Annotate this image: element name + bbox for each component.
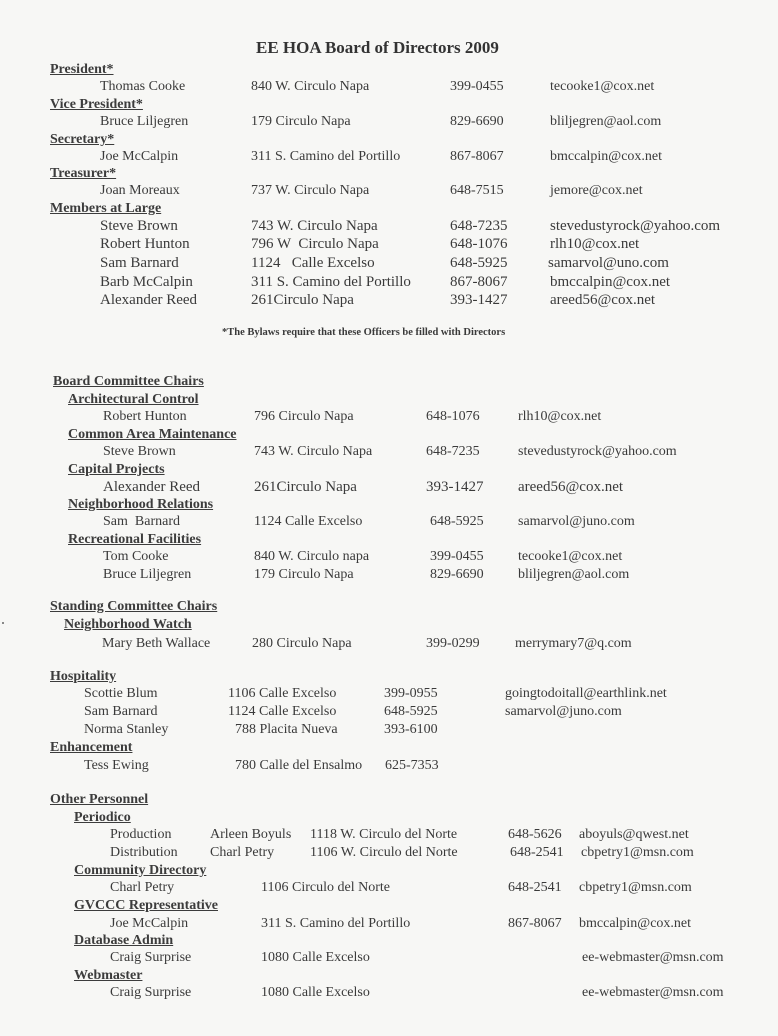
heading-president: President* [50, 62, 114, 77]
heading-treasurer: Treasurer* [50, 166, 117, 181]
person-email: bliljegren@aol.com [518, 567, 630, 582]
person-address: 737 W. Circulo Napa [251, 183, 370, 198]
person-email: aboyuls@qwest.net [579, 827, 689, 842]
person-email: samarvol@juno.com [505, 704, 622, 719]
person-address: 840 W. Circulo Napa [251, 79, 370, 94]
person-phone: 625-7353 [385, 758, 439, 773]
person-address: 1106 Circulo del Norte [261, 880, 390, 895]
person-phone: 648-1076 [450, 236, 508, 252]
person-email: rlh10@cox.net [518, 409, 602, 424]
person-name: Arleen Boyuls [210, 827, 292, 842]
person-phone: 867-8067 [450, 274, 508, 290]
person-name: Craig Surprise [110, 985, 192, 1000]
person-email: merrymary7@q.com [515, 636, 632, 651]
person-address: 780 Calle del Ensalmo [235, 758, 363, 773]
bylaws-footnote: *The Bylaws require that these Officers be filled with Directors [222, 327, 506, 338]
person-address: 796 W Circulo Napa [251, 236, 379, 252]
person-phone: 393-6100 [384, 722, 438, 737]
heading-secretary: Secretary* [50, 132, 115, 147]
person-phone: 867-8067 [450, 149, 504, 164]
person-name: Thomas Cooke [100, 79, 186, 94]
person-address: 1124 Calle Excelso [251, 255, 375, 271]
heading-database-admin: Database Admin [74, 933, 174, 948]
person-phone: 399-0455 [450, 79, 504, 94]
person-phone: 648-5626 [508, 827, 562, 842]
person-address: 311 S. Camino del Portillo [251, 274, 411, 290]
person-email: goingtodoitall@earthlink.net [505, 686, 667, 701]
person-name: Steve Brown [103, 444, 176, 459]
person-phone: 648-7235 [426, 444, 480, 459]
heading-hospitality: Hospitality [50, 669, 117, 684]
person-phone: 648-7515 [450, 183, 504, 198]
person-name: Sam Barnard [103, 514, 180, 529]
heading-webmaster: Webmaster [74, 968, 143, 983]
heading-architectural-control: Architectural Control [68, 392, 199, 407]
person-email: stevedustyrock@yahoo.com [550, 218, 721, 234]
person-phone: 393-1427 [426, 479, 484, 495]
person-email: jemore@cox.net [550, 183, 643, 198]
person-address: 840 W. Circulo napa [254, 549, 370, 564]
person-name: Robert Hunton [100, 236, 190, 252]
person-name: Joe McCalpin [100, 149, 179, 164]
person-email: stevedustyrock@yahoo.com [518, 444, 677, 459]
person-email: tecooke1@cox.net [518, 549, 623, 564]
heading-neighborhood-relations: Neighborhood Relations [68, 497, 214, 512]
person-name: Alexander Reed [100, 292, 198, 308]
person-name: Norma Stanley [84, 722, 169, 737]
heading-gvccc-representative: GVCCC Representative [74, 898, 218, 913]
heading-common-area-maintenance: Common Area Maintenance [68, 427, 237, 442]
person-address: 796 Circulo Napa [254, 409, 354, 424]
person-address: 261Circulo Napa [251, 292, 354, 308]
heading-recreational-facilities: Recreational Facilities [68, 532, 202, 547]
person-email: ee-webmaster@msn.com [582, 950, 724, 965]
person-name: Barb McCalpin [100, 274, 193, 290]
person-role: Distribution [110, 845, 178, 860]
person-address: 743 W. Circulo Napa [254, 444, 373, 459]
person-name: Charl Petry [210, 845, 275, 860]
person-phone: 648-2541 [508, 880, 562, 895]
person-name: Craig Surprise [110, 950, 192, 965]
heading-vice-president: Vice President* [50, 97, 143, 112]
page-title: EE HOA Board of Directors 2009 [256, 38, 499, 57]
person-address: 743 W. Circulo Napa [251, 218, 378, 234]
person-email: cbpetry1@msn.com [579, 880, 692, 895]
person-name: Charl Petry [110, 880, 175, 895]
heading-board-committee-chairs: Board Committee Chairs [53, 374, 204, 389]
person-phone: 829-6690 [450, 114, 504, 129]
person-phone: 399-0299 [426, 636, 480, 651]
person-phone: 399-0955 [384, 686, 438, 701]
person-phone: 648-5925 [384, 704, 438, 719]
person-email: bmccalpin@cox.net [550, 149, 663, 164]
person-phone: 648-7235 [450, 218, 508, 234]
person-name: Scottie Blum [84, 686, 158, 701]
person-email: ee-webmaster@msn.com [582, 985, 724, 1000]
person-address: 1080 Calle Excelso [261, 950, 370, 965]
person-name: Mary Beth Wallace [102, 636, 211, 651]
person-email: samarvol@juno.com [518, 514, 635, 529]
person-name: Bruce Liljegren [100, 114, 189, 129]
person-name: Sam Barnard [100, 255, 179, 271]
person-email: areed56@cox.net [550, 292, 656, 308]
person-address: 179 Circulo Napa [251, 114, 351, 129]
person-email: tecooke1@cox.net [550, 79, 655, 94]
person-name: Joe McCalpin [110, 916, 189, 931]
person-phone: 399-0455 [430, 549, 484, 564]
heading-periodico: Periodico [74, 810, 131, 825]
person-phone: 648-5925 [430, 514, 484, 529]
person-address: 179 Circulo Napa [254, 567, 354, 582]
person-phone: 648-1076 [426, 409, 480, 424]
heading-standing-committee-chairs: Standing Committee Chairs [50, 599, 218, 614]
heading-other-personnel: Other Personnel [50, 792, 149, 807]
person-address: 1106 W. Circulo del Norte [310, 845, 458, 860]
person-address: 788 Placita Nueva [235, 722, 338, 737]
person-address: 261Circulo Napa [254, 479, 357, 495]
person-address: 1106 Calle Excelso [228, 686, 337, 701]
heading-neighborhood-watch: Neighborhood Watch [64, 617, 192, 632]
person-email: bmccalpin@cox.net [550, 274, 671, 290]
person-name: Joan Moreaux [100, 183, 180, 198]
person-name: Tom Cooke [103, 549, 169, 564]
person-phone: 867-8067 [508, 916, 562, 931]
person-name: Bruce Liljegren [103, 567, 192, 582]
heading-members-at-large: Members at Large [50, 201, 162, 216]
person-address: 1080 Calle Excelso [261, 985, 370, 1000]
person-name: Alexander Reed [103, 479, 201, 495]
person-email: bmccalpin@cox.net [579, 916, 692, 931]
person-name: Steve Brown [100, 218, 178, 234]
person-email: bliljegren@aol.com [550, 114, 662, 129]
person-email: rlh10@cox.net [550, 236, 640, 252]
person-address: 1124 Calle Excelso [254, 514, 363, 529]
person-address: 1118 W. Circulo del Norte [310, 827, 458, 842]
person-phone: 393-1427 [450, 292, 508, 308]
person-name: Sam Barnard [84, 704, 158, 719]
heading-enhancement: Enhancement [50, 740, 133, 755]
heading-community-directory: Community Directory [74, 863, 207, 878]
person-email: areed56@cox.net [518, 479, 624, 495]
person-role: Production [110, 827, 172, 842]
person-address: 311 S. Camino del Portillo [261, 916, 411, 931]
person-name: Tess Ewing [84, 758, 149, 773]
person-address: 311 S. Camino del Portillo [251, 149, 401, 164]
person-email: samarvol@uno.com [548, 255, 669, 271]
scan-speck [2, 622, 4, 624]
person-address: 280 Circulo Napa [252, 636, 352, 651]
person-phone: 648-5925 [450, 255, 508, 271]
person-phone: 648-2541 [510, 845, 564, 860]
person-email: cbpetry1@msn.com [581, 845, 694, 860]
person-phone: 829-6690 [430, 567, 484, 582]
person-address: 1124 Calle Excelso [228, 704, 337, 719]
person-name: Robert Hunton [103, 409, 187, 424]
heading-capital-projects: Capital Projects [68, 462, 165, 477]
